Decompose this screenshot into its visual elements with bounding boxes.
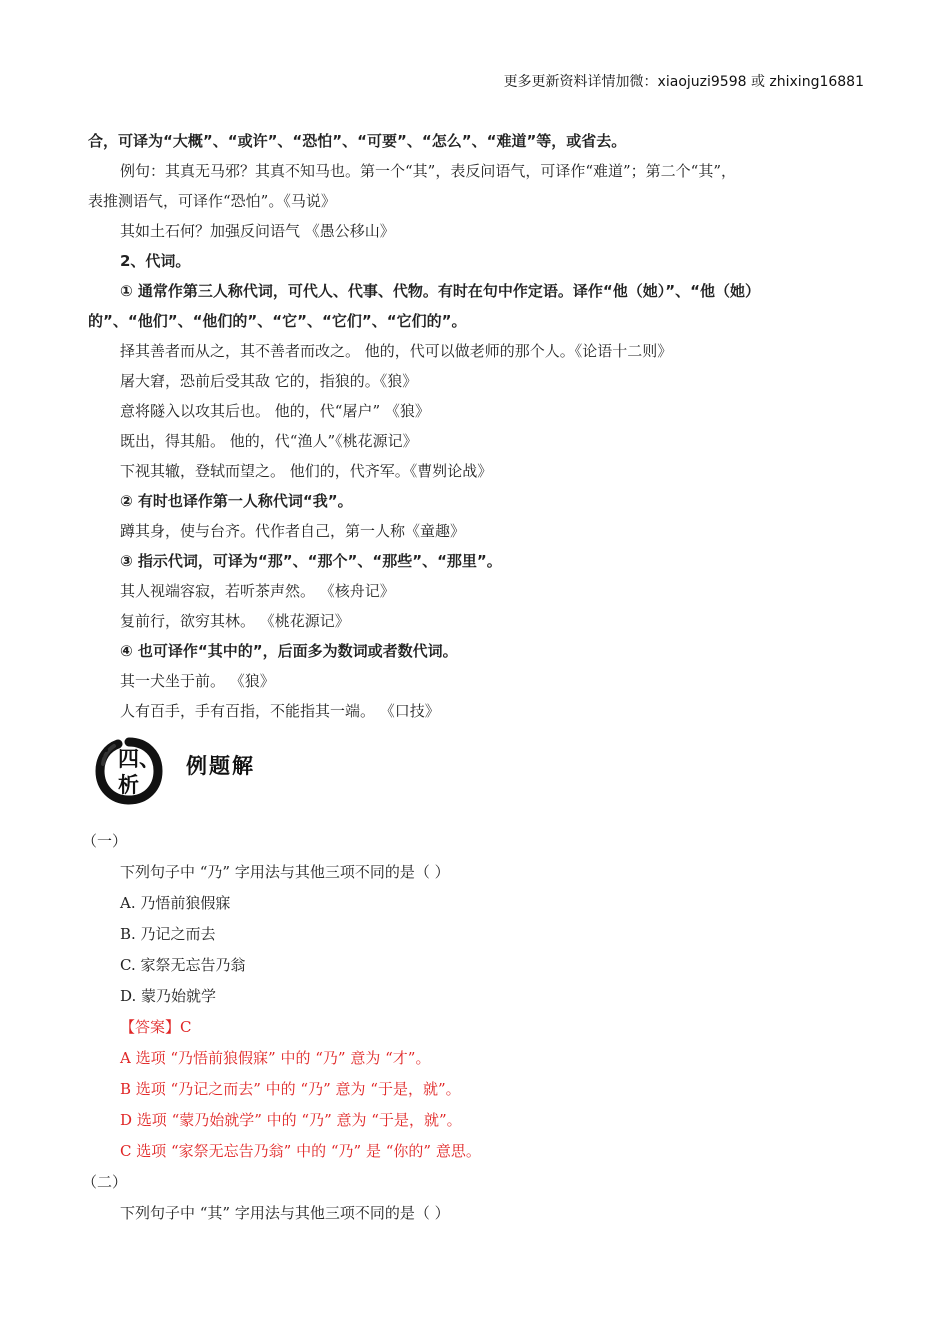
question-stem: 下列句子中 “其” 字用法与其他三项不同的是（ ） <box>120 1204 450 1222</box>
text-line: 合，可译为“大概”、“或许”、“恐怕”、“可要”、“怎么”、“难道”等，或省去。 <box>88 132 627 150</box>
section-number-continued: 析 <box>118 773 139 797</box>
text-line: 表推测语气，可译作“恐怕”。《马说》 <box>88 192 336 210</box>
example-line: 人有百手，手有百指，不能指其一端。 《口技》 <box>120 702 440 720</box>
question-label: （二） <box>82 1173 128 1191</box>
example-line: 既出，得其船。 他的，代“渔人”《桃花源记》 <box>120 432 418 450</box>
subheading: 2、代词。 <box>120 252 191 270</box>
subheading: ④ 也可译作“其中的”，后面多为数词或者数代词。 <box>120 642 458 660</box>
example-line: 其人视端容寂，若听茶声然。 《核舟记》 <box>120 582 395 600</box>
section-heading <box>88 734 868 826</box>
section-title: 例题解 <box>186 754 255 778</box>
explanation-line: B 选项 “乃记之而去” 中的 “乃” 意为 “于是，就”。 <box>120 1080 461 1098</box>
example-line: 屠大窘，恐前后受其敌 它的，指狼的。《狼》 <box>120 372 418 390</box>
explanation-line: C 选项 “家祭无忘告乃翁” 中的 “乃” 是 “你的” 意思。 <box>120 1142 481 1160</box>
subheading: ② 有时也译作第一人称代词“我”。 <box>120 492 353 510</box>
question-label: （一） <box>82 832 128 850</box>
option-c: C. 家祭无忘告乃翁 <box>120 956 246 974</box>
example-line: 择其善者而从之，其不善者而改之。 他的，代可以做老师的那个人。《论语十二则》 <box>120 342 673 360</box>
example-line: 蹲其身，使与台齐。代作者自己，第一人称《童趣》 <box>120 522 466 540</box>
example-line: 意将隧入以攻其后也。 他的，代“屠户” 《狼》 <box>120 402 430 420</box>
subheading: 的”、“他们”、“他们的”、“它”、“它们”、“它们的”。 <box>88 312 467 330</box>
explanation-line: A 选项 “乃悟前狼假寐” 中的 “乃” 意为 “才”。 <box>120 1049 431 1067</box>
question-stem: 下列句子中 “乃” 字用法与其他三项不同的是（ ） <box>120 863 450 881</box>
option-b: B. 乃记之而去 <box>120 925 216 943</box>
example-line: 下视其辙，登轼而望之。 他们的，代齐军。《曹刿论战》 <box>120 462 493 480</box>
text-line: 例句：其真无马邪？其真不知马也。第一个“其”，表反问语气，可译作“难道”；第二个“其”， <box>120 162 737 180</box>
document-body <box>82 126 868 1229</box>
page-header: 更多更新资料详情加微：xiaojuzi9598 或 zhixing16881 <box>503 74 864 90</box>
option-a: A. 乃悟前狼假寐 <box>120 894 231 912</box>
text-line: 其如土石何？加强反问语气 《愚公移山》 <box>120 222 395 240</box>
option-d: D. 蒙乃始就学 <box>120 987 217 1005</box>
example-line: 其一犬坐于前。 《狼》 <box>120 672 275 690</box>
answer-label: 【答案】C <box>120 1018 192 1036</box>
example-line: 复前行，欲穷其林。 《桃花源记》 <box>120 612 350 630</box>
subheading: ③ 指示代词，可译为“那”、“那个”、“那些”、“那里”。 <box>120 552 502 570</box>
subheading: ① 通常作第三人称代词，可代人、代事、代物。有时在句中作定语。译作“他（她）”、“他（她） <box>120 282 761 300</box>
explanation-line: D 选项 “蒙乃始就学” 中的 “乃” 意为 “于是，就”。 <box>120 1111 462 1129</box>
section-number: 四、 <box>118 747 160 771</box>
